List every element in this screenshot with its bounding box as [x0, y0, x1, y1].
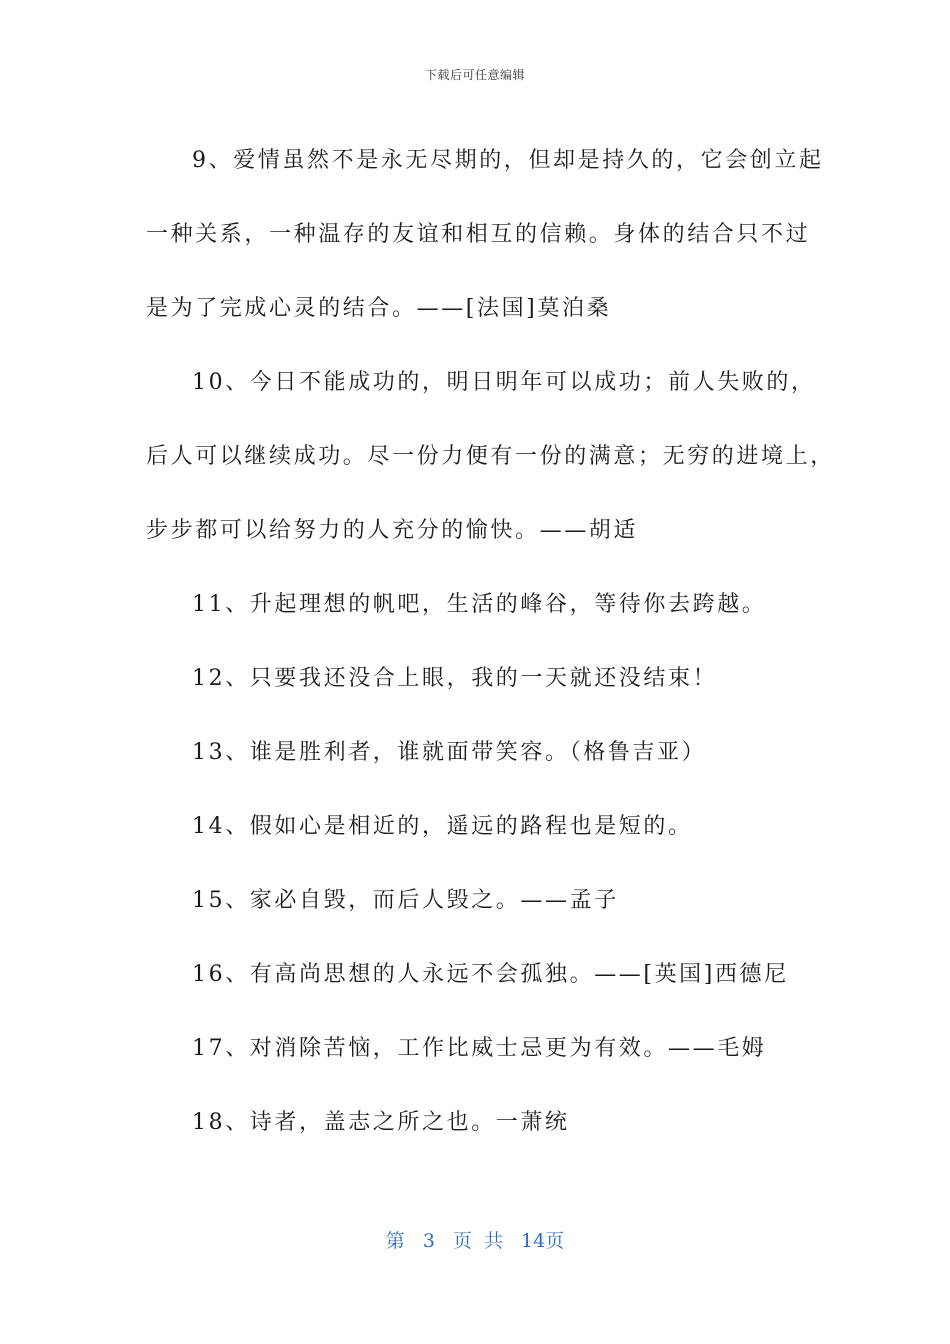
quote-paragraph-11: [146, 568, 812, 642]
quote-paragraph-15: [146, 864, 812, 938]
page-label-mid: 页 共: [452, 1230, 503, 1252]
page-footer: [0, 1226, 950, 1253]
page-label-prefix: 第: [385, 1230, 405, 1252]
paragraph-line: 15、家必自毁，而后人毁之。——孟子: [192, 888, 619, 913]
quote-paragraph-17: [146, 1012, 812, 1086]
quote-paragraph-9: [146, 124, 824, 346]
paragraph-line: 14、假如心是相近的，遥远的路程也是短的。: [192, 814, 693, 839]
paragraph-line: 18、诗者，盖志之所之也。一萧统: [192, 1110, 570, 1135]
quote-paragraph-10: [146, 346, 835, 568]
paragraph-line: 12、只要我还没合上眼，我的一天就还没结束！: [192, 666, 718, 691]
paragraph-line: 9、爱情虽然不是永无尽期的，但却是持久的，它会创立起: [192, 148, 824, 173]
header-note: 下载后可任意编辑: [424, 68, 525, 82]
quote-paragraph-14: [146, 790, 812, 864]
paragraph-line: 10、今日不能成功的，明日明年可以成功；前人失败的，: [192, 370, 816, 395]
quote-paragraph-18: [146, 1086, 812, 1160]
paragraph-line: 是为了完成心灵的结合。——[法国]莫泊桑: [146, 296, 612, 321]
document-body: [146, 124, 835, 1160]
paragraph-line: 11、升起理想的帆吧，生活的峰谷，等待你去跨越。: [192, 592, 767, 617]
paragraph-line: 13、谁是胜利者，谁就面带笑容。（格鲁吉亚）: [192, 740, 707, 765]
quote-paragraph-16: [146, 938, 812, 1012]
paragraph-line: 步步都可以给努力的人充分的愉快。——胡适: [146, 518, 639, 543]
paragraph-line: 后人可以继续成功。尽一份力便有一份的满意；无穷的进境上，: [146, 444, 835, 469]
quote-paragraph-12: [146, 642, 812, 716]
paragraph-line: 一种关系，一种温存的友谊和相互的信赖。身体的结合只不过: [146, 222, 811, 247]
page-number: 3: [422, 1230, 435, 1252]
paragraph-line: 17、对消除苦恼，工作比威士忌更为有效。——毛姆: [192, 1036, 767, 1061]
total-pages: 14页: [521, 1230, 565, 1252]
quote-paragraph-13: [146, 716, 812, 790]
paragraph-line: 16、有高尚思想的人永远不会孤独。——[英国]西德尼: [192, 962, 789, 987]
